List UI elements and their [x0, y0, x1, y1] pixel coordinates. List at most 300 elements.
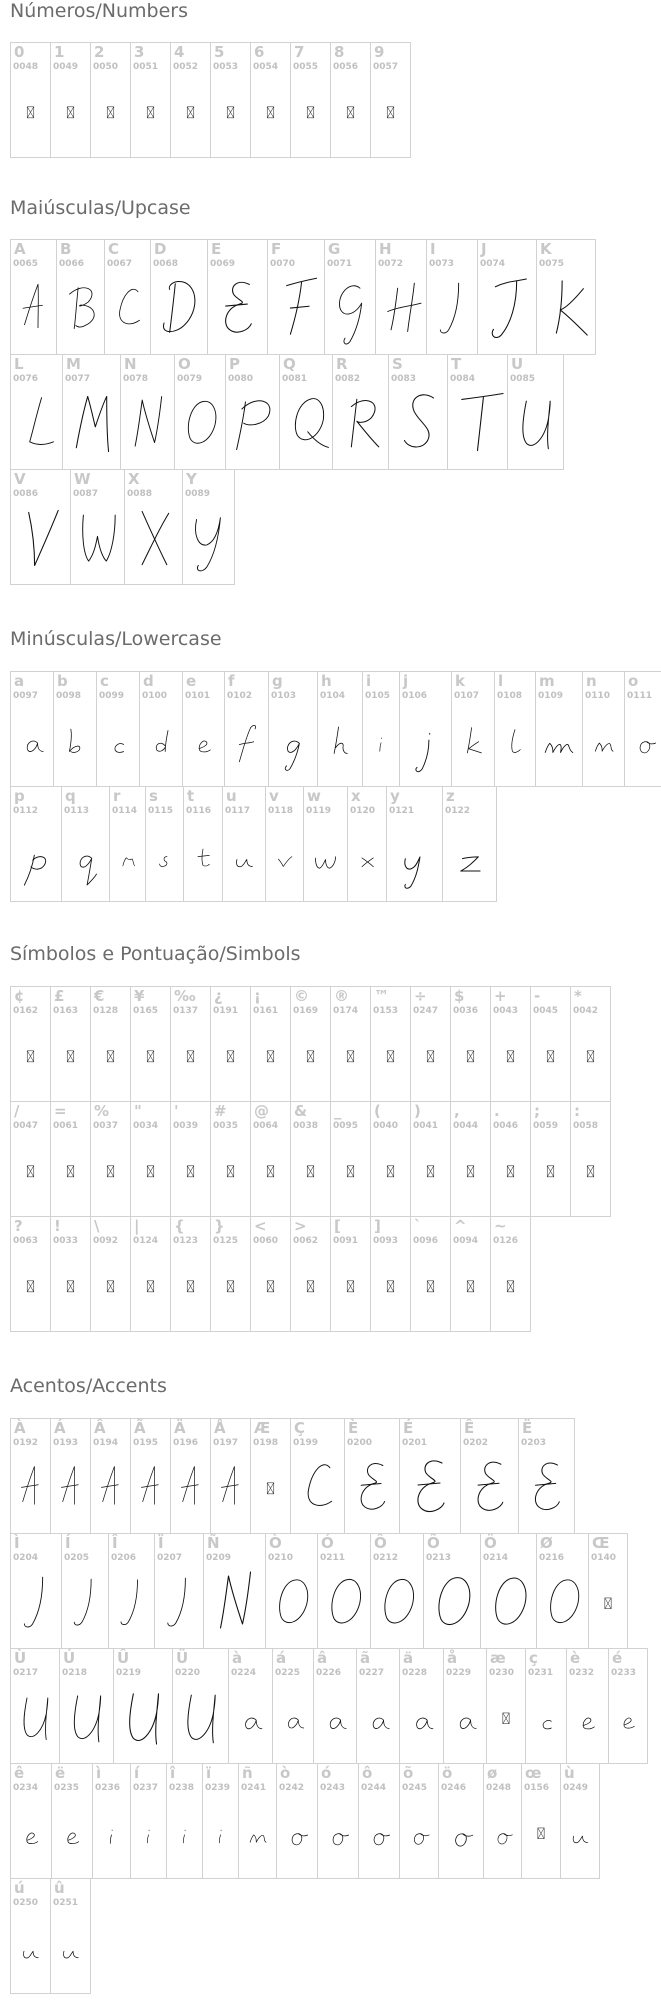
glyph-code-label: 0124 [133, 1236, 159, 1246]
glyph-character-label: Ã [134, 1419, 146, 1437]
glyph-code-label: 0162 [13, 1006, 39, 1016]
glyph-cell [267, 239, 325, 355]
glyph-cell [170, 986, 211, 1102]
glyph-cell [10, 986, 51, 1102]
glyph-preview [71, 494, 124, 584]
glyph-cell [59, 1648, 114, 1764]
glyph-preview [363, 696, 399, 786]
glyph-code-label: 0250 [13, 1898, 39, 1908]
glyph-code-label: 0046 [493, 1121, 519, 1131]
glyph-code-label: 0219 [116, 1668, 142, 1678]
glyph-character-label: 1 [54, 43, 65, 61]
glyph-preview [345, 1443, 399, 1533]
glyph-code-label: 0108 [497, 691, 523, 701]
glyph-cell [130, 42, 171, 158]
glyph-character-label: J [481, 240, 487, 258]
glyph-character-label: ñ [242, 1764, 253, 1782]
glyph-preview [318, 1558, 370, 1648]
glyph-cell [399, 1763, 439, 1879]
glyph-cell [570, 1101, 611, 1217]
glyph-preview [151, 264, 207, 354]
glyph-preview [105, 264, 150, 354]
missing-glyph-icon [11, 67, 50, 157]
missing-glyph-icon [411, 1011, 450, 1101]
glyph-preview [225, 696, 268, 786]
glyph-code-label: 0242 [279, 1783, 305, 1793]
glyph-character-label: 0 [14, 43, 25, 61]
missing-glyph-icon [131, 67, 170, 157]
glyph-preview [183, 494, 234, 584]
glyph-preview [427, 264, 477, 354]
glyph-preview [11, 1443, 50, 1533]
glyph-preview [609, 1673, 647, 1763]
glyph-character-label: Ä [174, 1419, 186, 1437]
glyph-code-label: 0227 [359, 1668, 385, 1678]
glyph-cell [170, 1101, 211, 1217]
glyph-preview [400, 696, 451, 786]
glyph-character-label: / [14, 1102, 20, 1120]
missing-glyph-icon [131, 1126, 170, 1216]
missing-glyph-icon [11, 1126, 50, 1216]
glyph-preview [11, 811, 61, 901]
missing-glyph-icon [491, 1241, 530, 1331]
glyph-character-label: Ü [176, 1649, 189, 1667]
glyph-code-label: 0070 [270, 259, 296, 269]
missing-glyph-icon [291, 67, 330, 157]
glyph-character-label: à [232, 1649, 243, 1667]
glyph-code-label: 0229 [446, 1668, 472, 1678]
missing-glyph-icon [291, 1126, 330, 1216]
missing-glyph-icon [51, 1241, 90, 1331]
glyph-preview [484, 1788, 521, 1878]
glyph-code-label: 0066 [59, 259, 85, 269]
missing-glyph-icon [371, 1241, 410, 1331]
glyph-cell [317, 1763, 359, 1879]
glyph-character-label: ì [96, 1764, 102, 1782]
glyph-grid-lowercase [10, 671, 661, 901]
glyph-code-label: 0123 [173, 1236, 199, 1246]
glyph-character-label: w [307, 787, 321, 805]
glyph-preview [400, 1788, 438, 1878]
glyph-cell [61, 1533, 109, 1649]
glyph-code-label: 0074 [480, 259, 506, 269]
glyph-preview [424, 1558, 480, 1648]
glyph-code-label: 0214 [483, 1553, 509, 1563]
glyph-cell [450, 1101, 491, 1217]
glyph-character-label: ú [14, 1879, 25, 1897]
glyph-preview [325, 264, 375, 354]
glyph-row [10, 1418, 661, 1533]
glyph-cell [182, 469, 235, 585]
glyph-preview [171, 1443, 210, 1533]
missing-glyph-icon [331, 1126, 370, 1216]
glyph-cell [265, 786, 304, 902]
missing-glyph-icon [291, 1241, 330, 1331]
glyph-cell [108, 1533, 155, 1649]
glyph-character-label: R [336, 355, 348, 373]
glyph-code-label: 0234 [13, 1783, 39, 1793]
glyph-code-label: 0226 [316, 1668, 342, 1678]
glyph-preview [110, 811, 145, 901]
glyph-code-label: 0100 [142, 691, 168, 701]
glyph-character-label: c [100, 672, 109, 690]
glyph-preview [314, 1673, 356, 1763]
glyph-cell [330, 1101, 371, 1217]
glyph-preview [495, 696, 535, 786]
glyph-code-label: 0236 [95, 1783, 121, 1793]
glyph-preview [125, 494, 182, 584]
glyph-code-label: 0249 [563, 1783, 589, 1793]
glyph-character-label: Ç [294, 1419, 306, 1437]
glyph-cell [130, 1763, 167, 1879]
glyph-code-label: 0105 [365, 691, 391, 701]
glyph-cell [10, 354, 63, 470]
glyph-code-label: 0104 [320, 691, 346, 701]
glyph-cell [450, 1216, 491, 1332]
glyph-character-label: ` [414, 1217, 422, 1235]
glyph-character-label: É [403, 1419, 414, 1437]
glyph-character-label: } [214, 1217, 225, 1235]
glyph-cell [96, 671, 140, 787]
glyph-cell [224, 671, 269, 787]
glyph-cell [10, 239, 57, 355]
glyph-preview [519, 1443, 574, 1533]
glyph-character-label: f [228, 672, 235, 690]
missing-glyph-icon [211, 67, 250, 157]
glyph-cell [139, 671, 183, 787]
glyph-cell [150, 239, 208, 355]
glyph-code-label: 0086 [13, 489, 39, 499]
missing-glyph-icon [91, 1241, 130, 1331]
glyph-character-label: # [214, 1102, 227, 1120]
glyph-character-label: ò [280, 1764, 291, 1782]
glyph-cell [170, 1418, 211, 1534]
glyph-preview [229, 1673, 272, 1763]
glyph-preview [121, 379, 174, 469]
glyph-cell [525, 1648, 567, 1764]
glyph-cell [358, 1763, 400, 1879]
glyph-code-label: 0193 [53, 1438, 79, 1448]
glyph-character-label: L [14, 355, 24, 373]
glyph-code-label: 0114 [112, 806, 138, 816]
glyph-code-label: 0165 [133, 1006, 159, 1016]
glyph-code-label: 0063 [13, 1236, 39, 1246]
glyph-character-label: W [74, 470, 91, 488]
glyph-preview [62, 1558, 108, 1648]
missing-glyph-icon [491, 1126, 530, 1216]
glyph-cell [290, 42, 331, 158]
missing-glyph-icon [487, 1673, 525, 1763]
glyph-cell [183, 786, 223, 902]
glyph-preview [167, 1788, 202, 1878]
glyph-character-label: Q [283, 355, 296, 373]
glyph-preview [109, 1558, 154, 1648]
glyph-character-label: N [124, 355, 137, 373]
glyph-preview [114, 1673, 172, 1763]
glyph-character-label: u [226, 787, 237, 805]
glyph-code-label: 0089 [185, 489, 211, 499]
glyph-preview [54, 696, 96, 786]
glyph-code-label: 0067 [107, 259, 133, 269]
glyph-character-label: å [447, 1649, 458, 1667]
glyph-cell [460, 1418, 519, 1534]
glyph-cell [521, 1763, 561, 1879]
glyph-preview [266, 1558, 317, 1648]
glyph-preview [359, 1788, 399, 1878]
glyph-cell [120, 354, 175, 470]
glyph-grid-symbols [10, 986, 661, 1331]
glyph-code-label: 0036 [453, 1006, 479, 1016]
glyph-character-label: H [379, 240, 392, 258]
glyph-cell [174, 354, 226, 470]
glyph-cell [486, 1648, 526, 1764]
glyph-character-label: > [294, 1217, 307, 1235]
glyph-code-label: 0092 [93, 1236, 119, 1246]
glyph-code-label: 0251 [53, 1898, 79, 1908]
glyph-cell [130, 986, 171, 1102]
glyph-code-label: 0097 [13, 691, 39, 701]
glyph-character-label: F [271, 240, 282, 258]
glyph-cell [536, 239, 596, 355]
glyph-code-label: 0204 [13, 1553, 39, 1563]
glyph-code-label: 0085 [510, 374, 536, 384]
glyph-cell [50, 42, 91, 158]
glyph-code-label: 0056 [333, 62, 359, 72]
glyph-code-label: 0163 [53, 1006, 79, 1016]
glyph-character-label: r [113, 787, 121, 805]
glyph-preview [269, 696, 317, 786]
glyph-cell [90, 1101, 131, 1217]
glyph-cell [62, 354, 121, 470]
glyph-code-label: 0053 [213, 62, 239, 72]
glyph-preview [400, 1443, 460, 1533]
glyph-row [10, 239, 661, 354]
glyph-preview [537, 264, 595, 354]
glyph-code-label: 0040 [373, 1121, 399, 1131]
glyph-character-label: q [65, 787, 76, 805]
glyph-code-label: 0069 [210, 259, 236, 269]
glyph-character-label: ! [54, 1217, 61, 1235]
glyph-preview [389, 379, 447, 469]
glyph-cell [202, 1763, 239, 1879]
glyph-cell [70, 469, 125, 585]
glyph-preview [526, 1673, 566, 1763]
glyph-cell [104, 239, 151, 355]
glyph-preview [444, 1673, 486, 1763]
glyph-code-label: 0052 [173, 62, 199, 72]
glyph-cell [113, 1648, 173, 1764]
glyph-cell [490, 1101, 531, 1217]
glyph-cell [450, 986, 491, 1102]
glyph-code-label: 0039 [173, 1121, 199, 1131]
glyph-cell [170, 1216, 211, 1332]
glyph-cell [50, 1878, 91, 1994]
section-title-accents: Acentos/Accents [10, 1375, 167, 1397]
glyph-cell [317, 671, 363, 787]
glyph-preview [266, 811, 303, 901]
glyph-code-label: 0115 [148, 806, 174, 816]
glyph-character-label: K [540, 240, 552, 258]
glyph-grid-numbers [10, 42, 410, 157]
glyph-character-label: G [328, 240, 341, 258]
glyph-cell [222, 786, 266, 902]
glyph-preview [348, 811, 386, 901]
section-title-symbols: Símbolos e Pontuação/Simbols [10, 943, 301, 965]
glyph-character-label: Î [112, 1534, 118, 1552]
glyph-cell [370, 986, 411, 1102]
glyph-code-label: 0071 [327, 259, 353, 269]
glyph-cell [51, 1763, 93, 1879]
glyph-cell [483, 1763, 522, 1879]
glyph-cell [203, 1533, 266, 1649]
glyph-code-label: 0161 [253, 1006, 279, 1016]
glyph-cell [426, 239, 478, 355]
glyph-code-label: 0224 [231, 1668, 257, 1678]
glyph-character-label: M [66, 355, 81, 373]
glyph-cell [356, 1648, 400, 1764]
glyph-character-label: ) [414, 1102, 421, 1120]
glyph-code-label: 0098 [56, 691, 82, 701]
glyph-code-label: 0110 [585, 691, 611, 701]
missing-glyph-icon [131, 1011, 170, 1101]
glyph-preview [583, 696, 624, 786]
glyph-cell [170, 42, 211, 158]
glyph-character-label: û [54, 1879, 65, 1897]
glyph-cell [228, 1648, 273, 1764]
glyph-character-label: 2 [94, 43, 105, 61]
glyph-character-label: ] [374, 1217, 381, 1235]
glyph-code-label: 0043 [493, 1006, 519, 1016]
glyph-character-label: î [170, 1764, 176, 1782]
glyph-cell [386, 786, 443, 902]
glyph-cell [447, 354, 508, 470]
missing-glyph-icon [11, 1011, 50, 1101]
glyph-cell [347, 786, 387, 902]
glyph-preview [400, 1673, 443, 1763]
glyph-cell [588, 1533, 628, 1649]
glyph-cell [332, 354, 389, 470]
glyph-character-label: Ö [484, 1534, 497, 1552]
glyph-row [10, 1216, 661, 1331]
glyph-cell [250, 1418, 291, 1534]
glyph-cell [10, 1878, 51, 1994]
glyph-code-label: 0225 [275, 1668, 301, 1678]
glyph-character-label: d [143, 672, 154, 690]
glyph-cell [130, 1101, 171, 1217]
glyph-character-label: Ú [63, 1649, 76, 1667]
glyph-preview [131, 1443, 170, 1533]
glyph-cell [507, 354, 564, 470]
glyph-row [10, 469, 661, 584]
glyph-preview [11, 264, 56, 354]
glyph-code-label: 0084 [450, 374, 476, 384]
glyph-character-label: @ [254, 1102, 269, 1120]
missing-glyph-icon [251, 1011, 290, 1101]
glyph-code-label: 0060 [253, 1236, 279, 1246]
glyph-code-label: 0205 [64, 1553, 90, 1563]
glyph-code-label: 0209 [206, 1553, 232, 1563]
glyph-cell [145, 786, 184, 902]
glyph-character-label: © [294, 987, 309, 1005]
glyph-character-label: ö [442, 1764, 453, 1782]
glyph-code-label: 0201 [402, 1438, 428, 1448]
glyph-code-label: 0192 [13, 1438, 39, 1448]
missing-glyph-icon [251, 1443, 290, 1533]
glyph-code-label: 0233 [611, 1668, 637, 1678]
glyph-character-label: " [134, 1102, 142, 1120]
glyph-character-label: È [348, 1419, 359, 1437]
glyph-code-label: 0080 [228, 374, 254, 384]
glyph-character-label: % [94, 1102, 110, 1120]
missing-glyph-icon [522, 1788, 560, 1878]
glyph-character-label: ë [55, 1764, 66, 1782]
glyph-preview [448, 379, 507, 469]
missing-glyph-icon [251, 1241, 290, 1331]
glyph-code-label: 0078 [123, 374, 149, 384]
glyph-character-label: ( [374, 1102, 381, 1120]
missing-glyph-icon [451, 1126, 490, 1216]
glyph-code-label: 0218 [62, 1668, 88, 1678]
glyph-character-label: Ù [14, 1649, 27, 1667]
glyph-cell [10, 1101, 51, 1217]
glyph-preview [11, 1673, 59, 1763]
glyph-character-label: ¿ [214, 987, 223, 1005]
glyph-code-label: 0210 [268, 1553, 294, 1563]
glyph-cell [61, 786, 110, 902]
glyph-character-label: ^ [454, 1217, 467, 1235]
glyph-cell [172, 1648, 229, 1764]
glyph-character-label: p [14, 787, 25, 805]
glyph-character-label: V [14, 470, 26, 488]
glyph-preview [11, 1558, 61, 1648]
glyph-character-label: Á [54, 1419, 66, 1437]
glyph-cell [570, 986, 611, 1102]
glyph-cell [290, 1418, 345, 1534]
glyph-cell [90, 42, 131, 158]
glyph-character-label: j [403, 672, 409, 690]
glyph-cell [313, 1648, 357, 1764]
glyph-cell [166, 1763, 203, 1879]
glyph-character-label: ™ [374, 987, 389, 1005]
glyph-code-label: 0065 [13, 259, 39, 269]
glyph-character-label: m [539, 672, 555, 690]
glyph-code-label: 0200 [347, 1438, 373, 1448]
glyph-character-label: À [14, 1419, 26, 1437]
glyph-character-label: S [392, 355, 403, 373]
glyph-cell [494, 671, 536, 787]
glyph-row [10, 1101, 661, 1216]
glyph-code-label: 0045 [533, 1006, 559, 1016]
glyph-cell [272, 1648, 314, 1764]
glyph-character-label: 5 [214, 43, 225, 61]
glyph-preview [478, 264, 536, 354]
glyph-character-label: O [178, 355, 191, 373]
glyph-code-label: 0051 [133, 62, 159, 72]
glyph-character-label: Ê [464, 1419, 475, 1437]
glyph-character-label: Ï [158, 1534, 164, 1552]
glyph-cell [250, 1216, 291, 1332]
glyph-character-label: \ [94, 1217, 100, 1235]
glyph-cell [490, 1216, 531, 1332]
glyph-code-label: 0041 [413, 1121, 439, 1131]
glyph-code-label: 0038 [293, 1121, 319, 1131]
glyph-code-label: 0243 [320, 1783, 346, 1793]
glyph-preview [51, 1903, 90, 1993]
glyph-code-label: 0140 [591, 1553, 617, 1563]
missing-glyph-icon [171, 1126, 210, 1216]
missing-glyph-icon [171, 1011, 210, 1101]
glyph-code-label: 0239 [205, 1783, 231, 1793]
